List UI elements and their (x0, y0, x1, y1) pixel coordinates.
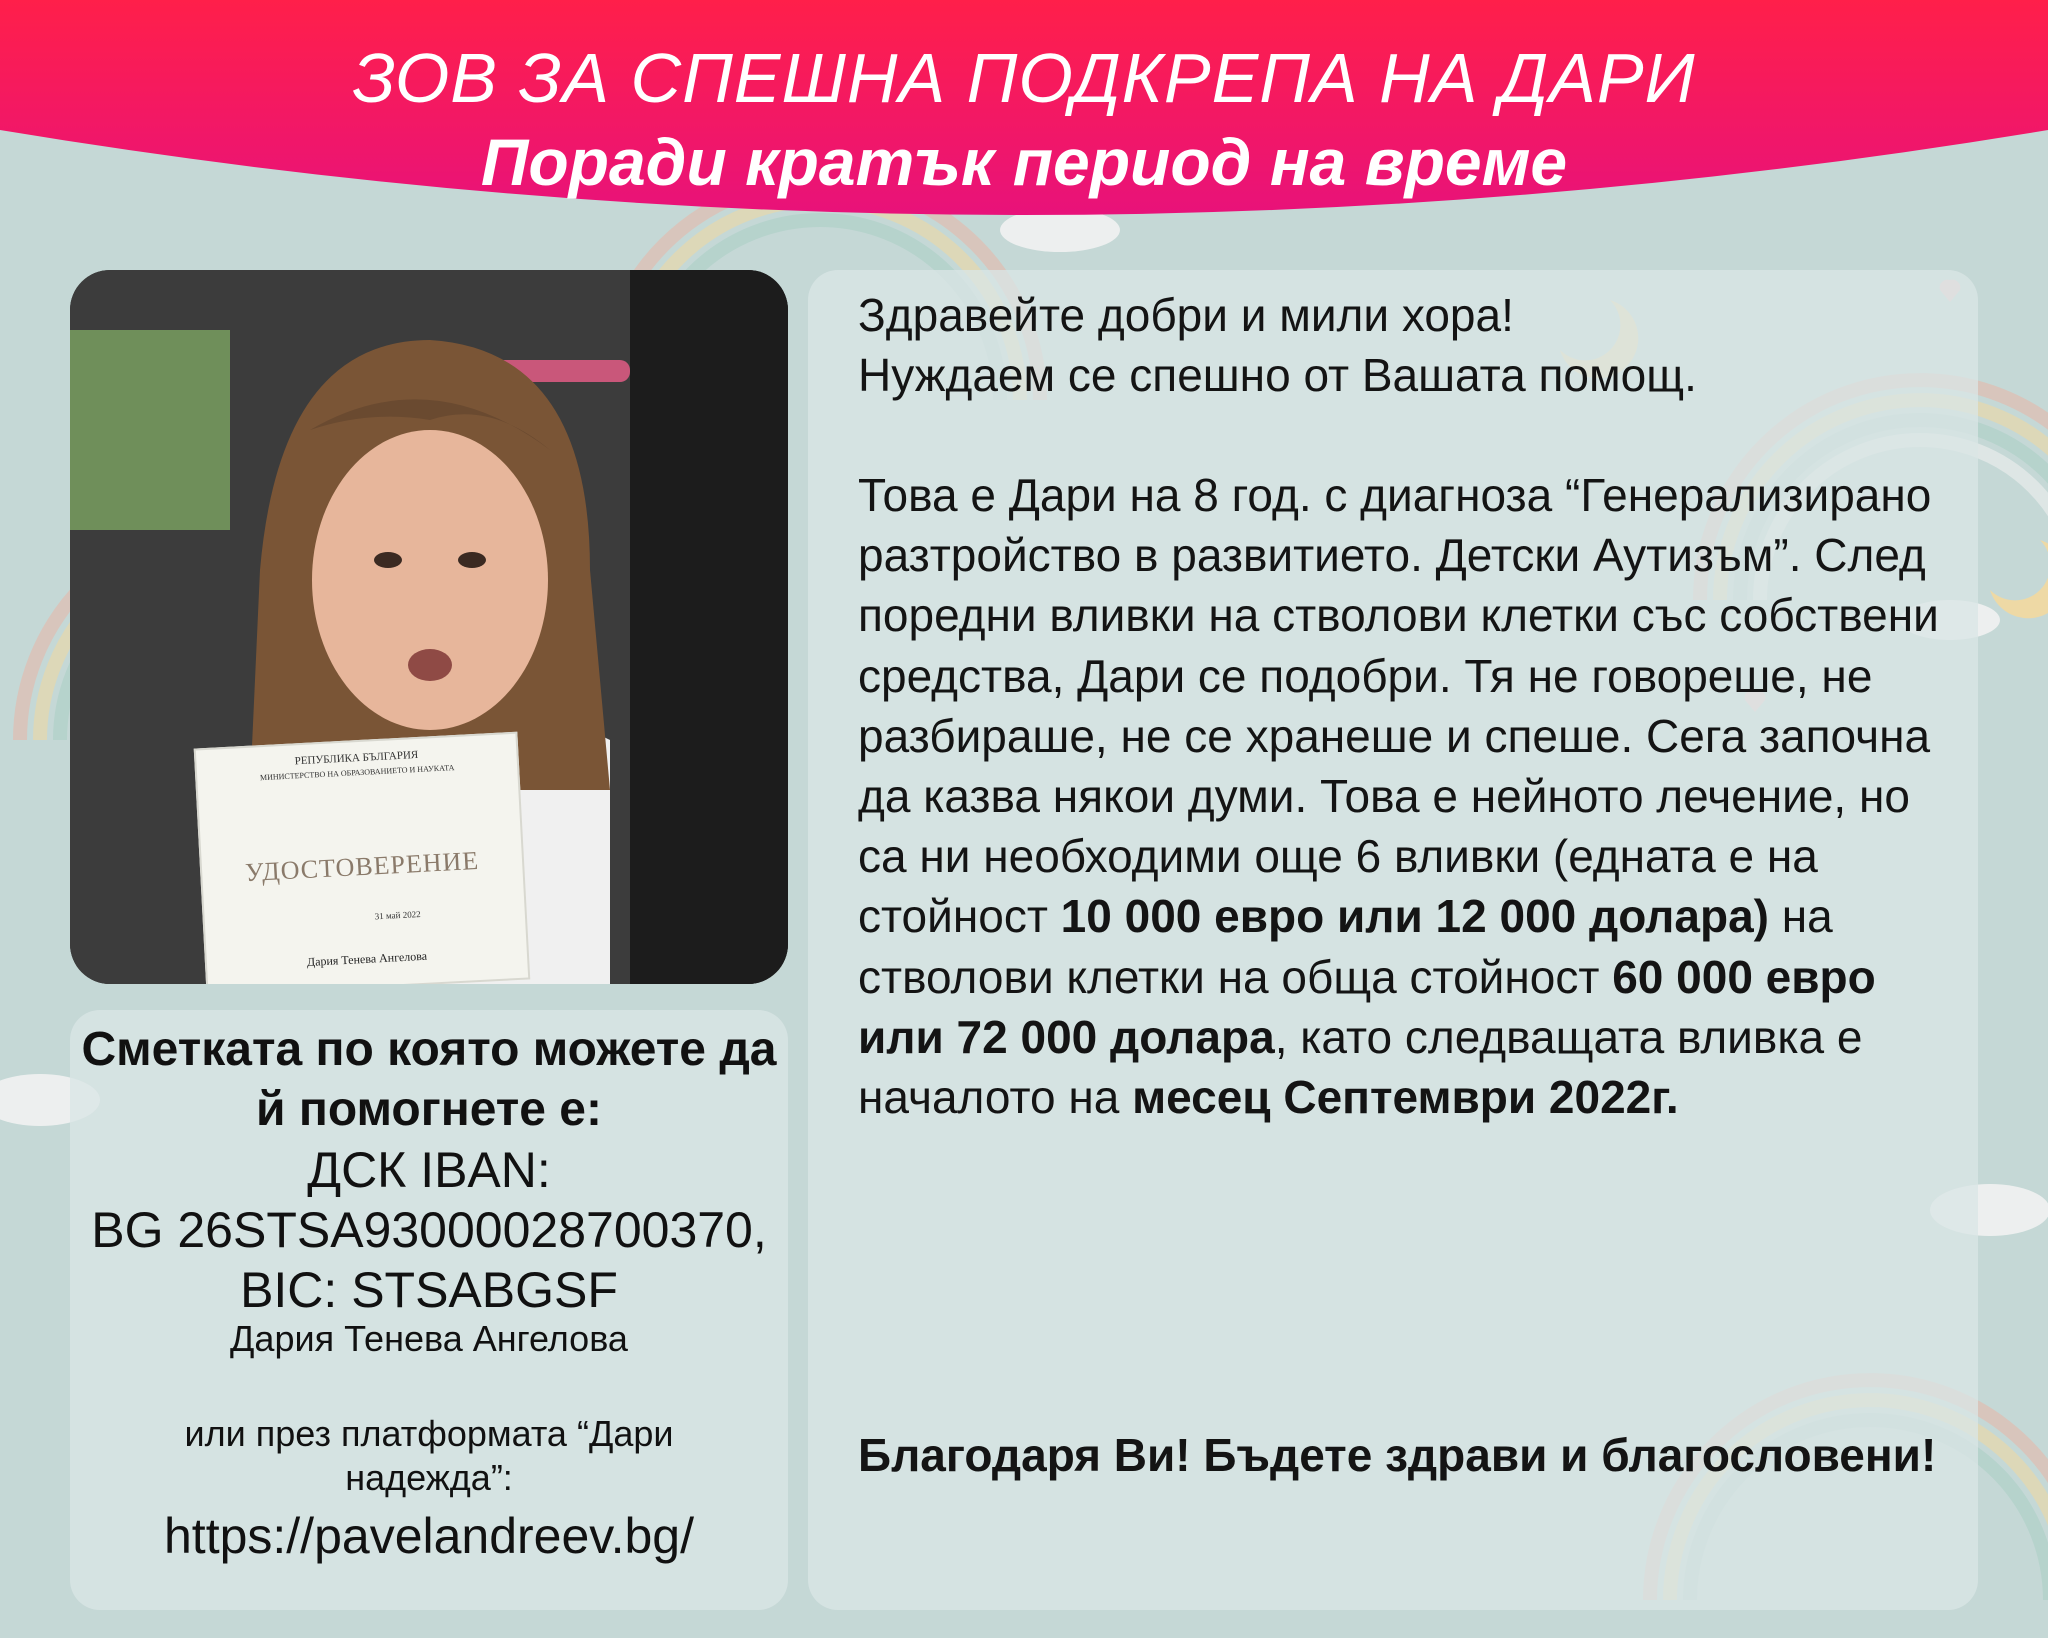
next-infusion-date: месец Септември 2022г. (1132, 1071, 1679, 1124)
message-body (858, 465, 1948, 1127)
certificate-header: РЕПУБЛИКА БЪЛГАРИЯ (294, 748, 419, 768)
body-text-2: на стволови клетки на обща стойност (858, 890, 1833, 1003)
certificate-ministry: МИНИСТЕРСТВО НА ОБРАЗОВАНИЕТО И НАУКАТА (259, 763, 455, 783)
platform-text: или през платформата “Дари надежда”: (184, 1413, 674, 1498)
certificate-title: УДОСТОВЕРЕНИЕ (244, 845, 480, 888)
page-subtitle: Поради кратък период на време (480, 125, 1568, 199)
greeting-line-1: Здравейте добри и мили хора! (858, 289, 1514, 341)
greeting (858, 285, 1948, 405)
bic-code: BIC: STSABGSF (240, 1262, 618, 1318)
platform-link[interactable]: https://pavelandreev.bg/ (164, 1508, 694, 1564)
body-text-1: Това е Дари на 8 год. с диагноза “Генерализирано разтройство в развитието. Детски Аутизъм”. След поредни вливки на стволови клетки със собствени средства, Дари се подобри. Тя не говореше, не разбираше, не се хранеше и спеше. Сега започна да казва някои думи. Това е нейното лечение, но са ни необходими още 6 вливки (едната е на стойност (858, 469, 1939, 943)
certificate-date: 31 май 2022 (374, 909, 421, 922)
amount-per-infusion: 10 000 евро или 12 000 долара) (1060, 890, 1769, 943)
closing-text: Благодаря Ви! Бъдете здрави и благословени! (858, 1429, 1937, 1481)
header-banner (0, 0, 2048, 240)
page-title: ЗОВ ЗА СПЕШНА ПОДКРЕПА НА ДАРИ (352, 39, 1696, 117)
amount-total: 60 000 евро или 72 000 долара (858, 950, 1876, 1063)
certificate-document (194, 732, 531, 984)
child-photo (70, 270, 788, 984)
bank-label: ДСК IBAN: (307, 1142, 551, 1198)
iban-number: BG 26STSA93000028700370, (91, 1202, 767, 1258)
greeting-line-2: Нуждаем се спешно от Вашата помощ. (858, 349, 1697, 402)
bank-details (70, 1140, 788, 1320)
account-intro: Сметката по която можете да й помогнете е: (81, 1023, 777, 1136)
certificate-name: Дария Тенева Ангелова (306, 948, 428, 970)
account-holder: Дария Тенева Ангелова (230, 1318, 628, 1359)
body-text-3: , като следващата вливка е началото на (858, 1010, 1863, 1124)
